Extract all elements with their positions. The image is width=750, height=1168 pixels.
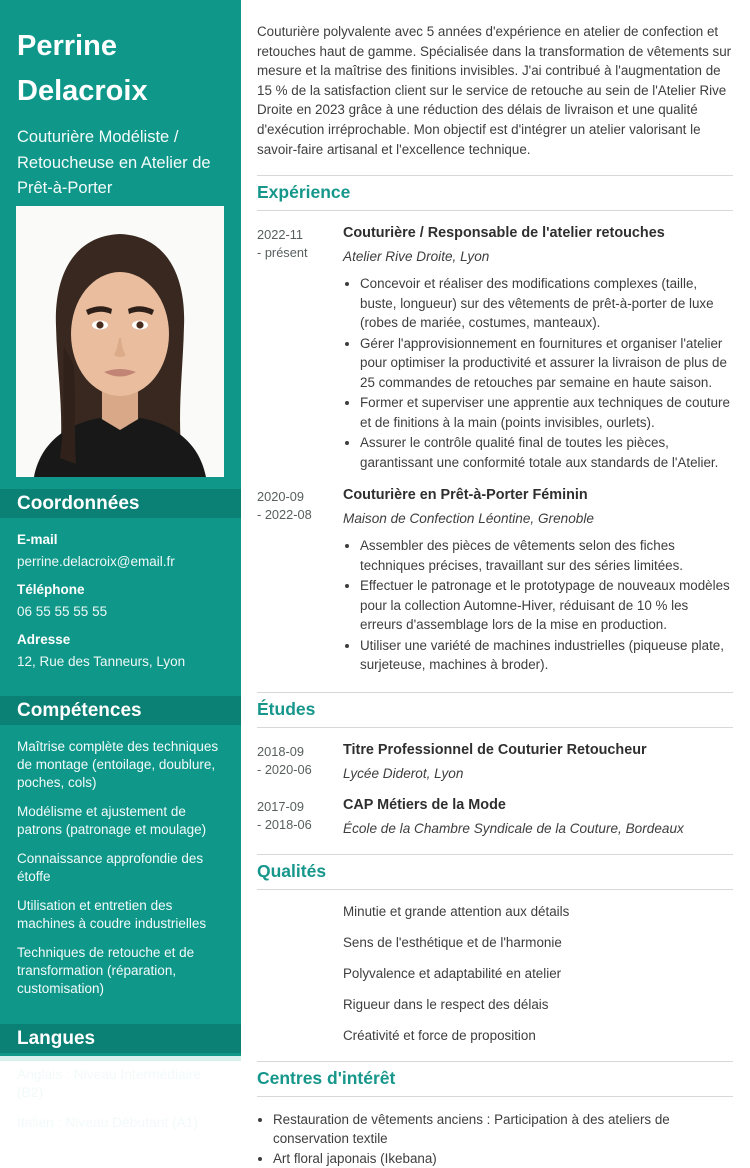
skills-section: [0, 725, 241, 1012]
entry-title: Couturière / Responsable de l'atelier retouches: [343, 225, 665, 242]
skill-item: Utilisation et entretien des machines à coudre industrielles: [17, 897, 207, 931]
education-section: [257, 692, 733, 838]
date-from: 2018-09: [257, 743, 304, 759]
qualities-list: [343, 903, 733, 1045]
quality-item: Polyvalence et adaptabilité en atelier: [343, 965, 562, 981]
entry-organization: Maison de Confection Léontine, Grenoble: [343, 511, 594, 527]
quality-item: Rigueur dans le respect des délais: [343, 996, 549, 1012]
experience-heading: Expérience: [257, 182, 351, 203]
phone-label: Téléphone: [17, 581, 85, 597]
skill-item: Techniques de retouche et de transformation (réparation, customisation): [17, 944, 195, 996]
entry-dates: [257, 796, 343, 838]
skills-section-heading: Compétences: [0, 696, 241, 725]
interest-item: • Restauration de vêtements anciens : Participation à des ateliers de conservation textile: [273, 1110, 733, 1149]
entry-title: Couturière en Prêt-à-Porter Féminin: [343, 487, 588, 504]
email-value: perrine.delacroix@email.fr: [17, 553, 175, 569]
date-to: - 2022-08: [257, 507, 312, 523]
bullet-item: • Assurer le contrôle qualité final de toutes les pièces, garantissant une conformité totale aux standards de l'Atelier.: [360, 433, 733, 472]
name-line-2: Delacroix: [17, 75, 148, 107]
education-body: [257, 728, 733, 838]
date-from: 2017-09: [257, 798, 304, 814]
entry-title: CAP Métiers de la Mode: [343, 796, 506, 813]
sidebar: [0, 0, 241, 1130]
profile-photo: [16, 206, 224, 477]
identity-block: [0, 0, 241, 202]
contact-address-group: [17, 631, 224, 671]
sidebar-bottom-strip: [0, 1056, 241, 1061]
skill-item: Maîtrise complète des techniques de montage (entoilage, doublure, poches, cols): [17, 738, 219, 790]
qualities-heading-row: [257, 854, 733, 890]
contact-section-heading: Coordonnées: [0, 489, 241, 518]
education-heading: Études: [257, 698, 316, 719]
entry-main: [343, 486, 733, 676]
entry-bullet-list: [343, 274, 733, 472]
contact-email-group: [17, 531, 224, 571]
experience-entry: [257, 486, 733, 676]
interest-item: • Art floral japonais (Ikebana): [273, 1149, 733, 1168]
bullet-item: • Concevoir et réaliser des modifications complexes (taille, buste, longueur) sur des vêtements de prêt-à-porter de luxe (robes de mariée, costumes, manteaux).: [360, 274, 733, 333]
bullet-item: • Assembler des pièces de vêtements selon des fiches techniques précises, travaillant sur des séries limitées.: [360, 536, 733, 575]
quality-item: Créativité et force de proposition: [343, 1027, 536, 1043]
email-label: E-mail: [17, 531, 58, 547]
entry-organization: Atelier Rive Droite, Lyon: [343, 249, 490, 265]
entry-dates: [257, 224, 343, 473]
entry-dates: [257, 741, 343, 783]
experience-section: [257, 175, 733, 676]
qualities-body: [257, 890, 733, 1045]
interests-list: [257, 1110, 733, 1168]
contact-section: [0, 518, 241, 684]
candidate-job-title: Couturière Modéliste / Retoucheuse en Atelier de Prêt-à-Porter: [17, 128, 211, 197]
education-entry: [257, 796, 733, 838]
bullet-item: • Gérer l'approvisionnement en fournitures et organiser l'atelier pour optimiser la productivité et assurer la livraison de plus de 25 commandes de retouches par semaine en haute saison.: [360, 334, 733, 393]
skill-item: Modélisme et ajustement de patrons (patronage et moulage): [17, 803, 207, 837]
qualities-section: [257, 854, 733, 1045]
bullet-item: • Former et superviser une apprentie aux techniques de couture et de finitions à la main (points invisibles, ourlets).: [360, 393, 733, 432]
language-item: Italien : Niveau Débutant (A1): [17, 1114, 198, 1130]
entry-dates: [257, 486, 343, 676]
experience-heading-row: [257, 175, 733, 211]
languages-section-heading: Langues: [0, 1024, 241, 1053]
date-to: - 2020-06: [257, 761, 312, 777]
languages-section: [0, 1053, 241, 1147]
phone-value: 06 55 55 55 55: [17, 603, 108, 619]
bullet-item: • Utiliser une variété de machines industrielles (piqueuse plate, surjeteuse, machines à broder).: [360, 636, 733, 675]
date-to: - 2018-06: [257, 816, 312, 832]
interests-heading: Centres d'intérêt: [257, 1067, 396, 1088]
date-from: 2022-11: [257, 227, 304, 243]
interests-body: [257, 1097, 733, 1168]
education-entry: [257, 741, 733, 783]
candidate-name: [17, 24, 224, 114]
entry-main: [343, 224, 733, 473]
profile-summary: Couturière polyvalente avec 5 années d'expérience en atelier de confection et retouches haut de gamme. Spécialisée dans la transformation de vêtements sur mesure et la maîtrise des finitions invisibles. J'ai contribué à l'augmentation de 15 % de la satisfaction client sur le service de retouche au sein de l'Atelier Rive Droite en 2023 grâce à une réduction des délais de livraison et une qualité d'exécution irréprochable. Mon objectif est d'intégrer un atelier valorisant le savoir-faire artisanal et l'excellence technique.: [257, 24, 732, 157]
entry-main: [343, 741, 733, 783]
bullet-item: • Effectuer le patronage et le prototypage de nouveaux modèles pour la collection Automne-Hiver, réduisant de 10 % les erreurs d'assemblage lors de la mise en production.: [360, 576, 733, 635]
entry-title: Titre Professionnel de Couturier Retoucheur: [343, 741, 647, 758]
quality-item: Sens de l'esthétique et de l'harmonie: [343, 934, 562, 950]
address-label: Adresse: [17, 631, 71, 647]
skill-item: Connaissance approfondie des étoffe: [17, 850, 204, 884]
experience-body: [257, 211, 733, 676]
entry-bullet-list: [343, 536, 733, 675]
date-to: - présent: [257, 245, 308, 261]
profile-photo-illustration: [16, 206, 224, 477]
entry-main: [343, 796, 733, 838]
main-column: [241, 0, 750, 1168]
language-item: Anglais : Niveau Intermédiaire (B2): [17, 1066, 202, 1100]
quality-item: Minutie et grande attention aux détails: [343, 903, 570, 919]
address-value: 12, Rue des Tanneurs, Lyon: [17, 653, 186, 669]
entry-organization: Lycée Diderot, Lyon: [343, 765, 464, 781]
date-from: 2020-09: [257, 489, 304, 505]
entry-organization: École de la Chambre Syndicale de la Couture, Bordeaux: [343, 820, 684, 836]
interests-heading-row: [257, 1061, 733, 1097]
name-line-1: Perrine: [17, 30, 117, 62]
education-heading-row: [257, 692, 733, 728]
experience-entry: [257, 224, 733, 473]
interests-section: [257, 1061, 733, 1168]
qualities-heading: Qualités: [257, 860, 327, 881]
contact-phone-group: [17, 581, 224, 621]
